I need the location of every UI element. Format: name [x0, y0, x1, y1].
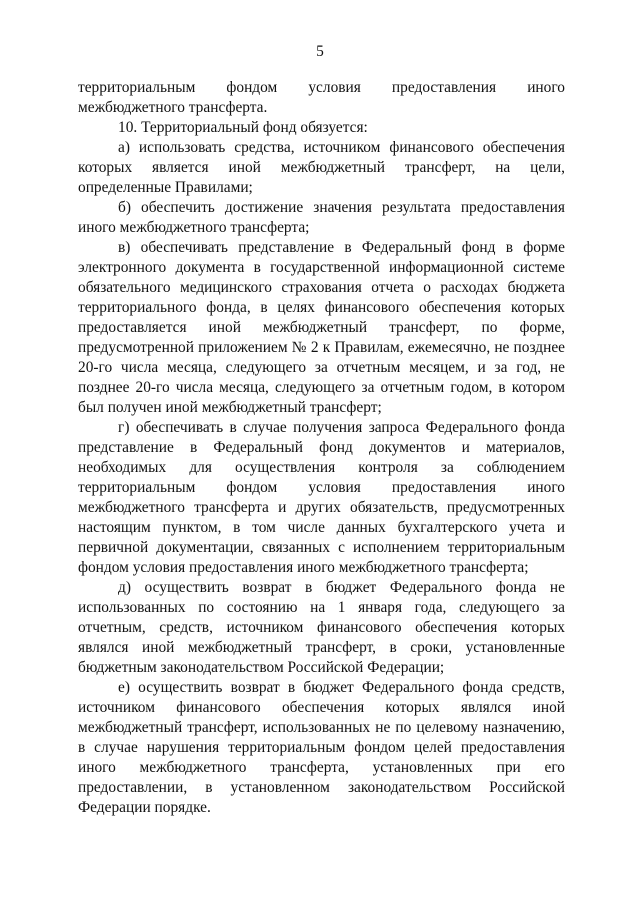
paragraph-subitem-d: д) осуществить возврат в бюджет Федерального фонда не использованных по состоянию на 1 января года, следующего за отчетным, средств, источником финансового обеспечения которых являлся иной межбюджетный трансферт, в сроки, установленные бюджетным законодательством Российской Федерации; — [78, 579, 565, 676]
paragraph-item-10-heading: 10. Территориальный фонд обязуется: — [118, 119, 368, 136]
paragraph-subitem-b: б) обеспечить достижение значения результата предоставления иного межбюджетного трансферта; — [78, 199, 565, 236]
paragraph-subitem-v: в) обеспечивать представление в Федеральный фонд в форме электронного документа в государственной информационной системе обязательного медицинского страхования отчета о расходах бюджета территориального фонда, в целях финансового обеспечения которых предоставляется иной межбюджетный трансферт, по форме, предусмотренной приложением № 2 к Правилам, ежемесячно, не позднее 20-го числа месяца, следующего за отчетным месяцем, и за год, не позднее 20-го числа месяца, следующего за отчетным годом, в котором был получен иной межбюджетный трансферт; — [78, 239, 565, 416]
paragraph-subitem-e: е) осуществить возврат в бюджет Федерального фонда средств, источником финансового обеспечения которых являлся иной межбюджетный трансферт, использованных не по целевому назначению, в случае нарушения территориальным фондом целей предоставления иного межбюджетного трансферта, установленных при его предоставлении, в установленном законодательством Российской Федерации порядке. — [78, 679, 565, 816]
document-body — [78, 78, 565, 818]
paragraph-subitem-a: а) использовать средства, источником финансового обеспечения которых является иной межбюджетный трансферт, на цели, определенные Правилами; — [78, 139, 565, 196]
paragraph-subitem-g: г) обеспечивать в случае получения запроса Федерального фонда представление в Федеральный фонд документов и материалов, необходимых для осуществления контроля за соблюдением территориальным фондом условия предоставления иного межбюджетного трансферта и других обязательств, предусмотренных настоящим пунктом, в том числе данных бухгалтерского учета и первичной документации, связанных с исполнением территориальным фондом условия предоставления иного межбюджетного трансферта; — [78, 419, 565, 576]
page-number: 5 — [316, 43, 324, 60]
paragraph-continuation: территориальным фондом условия предоставления иного межбюджетного трансферта. — [78, 79, 565, 116]
